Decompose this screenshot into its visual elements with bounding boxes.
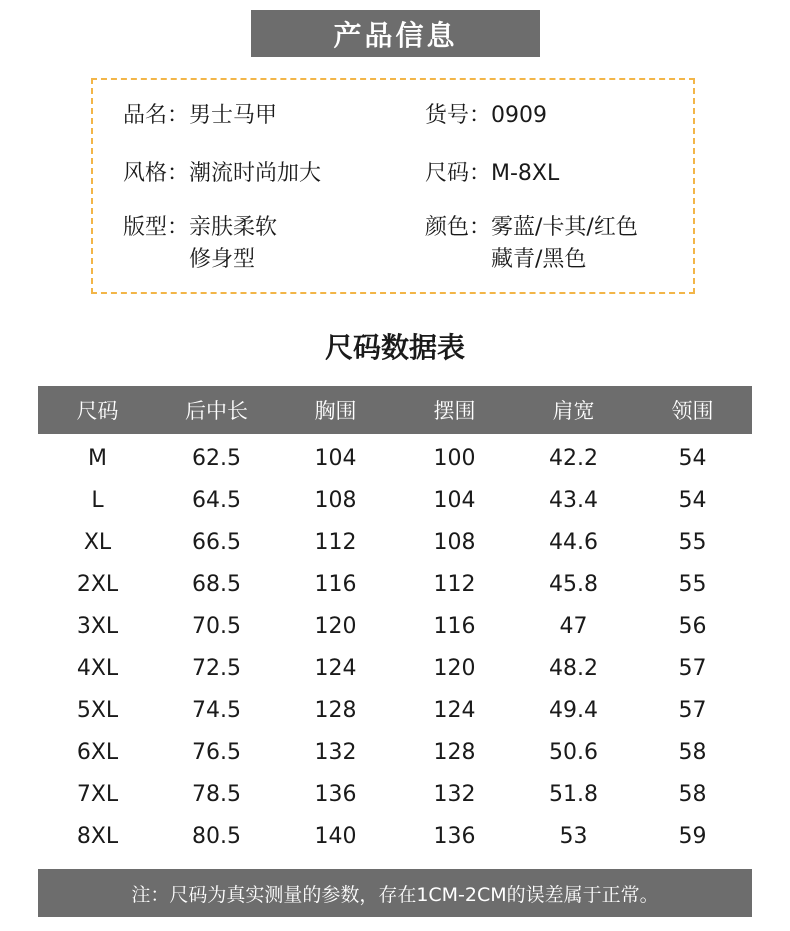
cell-back-length: 72.5 [192, 655, 241, 681]
product-info-title: 产品信息 [251, 10, 540, 57]
header-size: 尺码 [38, 386, 157, 434]
info-fit-value-line2: 修身型 [189, 247, 256, 272]
cell-neck: 57 [678, 697, 707, 723]
cell-hem: 112 [433, 571, 476, 597]
header-neck: 领围 [633, 386, 752, 434]
info-style-label: 风格： [123, 161, 190, 186]
info-size-label: 尺码： [425, 161, 492, 186]
cell-back-length: 68.5 [192, 571, 241, 597]
cell-chest: 108 [314, 487, 357, 513]
info-fit [123, 212, 277, 276]
product-info-box [91, 78, 695, 294]
table-row [38, 773, 752, 815]
info-name-label: 品名： [123, 103, 190, 128]
cell-chest: 112 [314, 529, 357, 555]
cell-size: 5XL [76, 697, 119, 723]
table-row [38, 731, 752, 773]
cell-shoulder: 51.8 [549, 781, 598, 807]
size-table-title: 尺码数据表 [324, 331, 465, 364]
size-table [38, 386, 752, 857]
cell-shoulder: 53 [559, 823, 588, 849]
cell-neck: 55 [678, 571, 707, 597]
table-row [38, 647, 752, 689]
cell-chest: 124 [314, 655, 357, 681]
info-size-value: M-8XL [491, 161, 560, 186]
cell-back-length: 70.5 [192, 613, 241, 639]
size-table-header-row [38, 386, 752, 434]
cell-back-length: 64.5 [192, 487, 241, 513]
cell-chest: 120 [314, 613, 357, 639]
info-style [123, 158, 321, 190]
cell-back-length: 66.5 [192, 529, 241, 555]
info-color-label: 颜色： [425, 215, 492, 240]
header-shoulder: 肩宽 [514, 386, 633, 434]
cell-hem: 136 [433, 823, 476, 849]
cell-hem: 124 [433, 697, 476, 723]
cell-neck: 59 [678, 823, 707, 849]
table-row [38, 563, 752, 605]
cell-size: 4XL [76, 655, 119, 681]
info-color-value [491, 212, 638, 276]
cell-chest: 136 [314, 781, 357, 807]
info-color [425, 212, 638, 276]
table-row [38, 815, 752, 857]
table-row [38, 521, 752, 563]
header-back-length: 后中长 [157, 386, 276, 434]
cell-neck: 56 [678, 613, 707, 639]
info-name-value: 男士马甲 [189, 103, 278, 128]
size-table-body [38, 434, 752, 857]
cell-neck: 55 [678, 529, 707, 555]
info-item-no [425, 100, 547, 132]
cell-hem: 132 [433, 781, 476, 807]
cell-neck: 54 [678, 445, 707, 471]
cell-hem: 128 [433, 739, 476, 765]
cell-shoulder: 42.2 [549, 445, 598, 471]
cell-size: 6XL [76, 739, 119, 765]
cell-back-length: 74.5 [192, 697, 241, 723]
cell-shoulder: 43.4 [549, 487, 598, 513]
info-item-no-value: 0909 [491, 103, 548, 128]
cell-shoulder: 48.2 [549, 655, 598, 681]
info-style-value: 潮流时尚加大 [189, 161, 322, 186]
cell-size: M [88, 445, 107, 471]
table-row [38, 434, 752, 479]
header-hem: 摆围 [395, 386, 514, 434]
cell-back-length: 78.5 [192, 781, 241, 807]
cell-back-length: 62.5 [192, 445, 241, 471]
cell-hem: 100 [433, 445, 476, 471]
table-row [38, 479, 752, 521]
header-chest: 胸围 [276, 386, 395, 434]
cell-chest: 140 [314, 823, 357, 849]
cell-hem: 104 [433, 487, 476, 513]
cell-chest: 128 [314, 697, 357, 723]
measurement-note: 注：尺码为真实测量的参数，存在1CM-2CM的误差属于正常。 [38, 869, 752, 917]
info-fit-value [189, 212, 277, 276]
cell-hem: 108 [433, 529, 476, 555]
table-row [38, 689, 752, 731]
info-fit-label: 版型： [123, 215, 190, 240]
cell-shoulder: 50.6 [549, 739, 598, 765]
cell-chest: 116 [314, 571, 357, 597]
cell-size: L [91, 487, 104, 513]
cell-hem: 116 [433, 613, 476, 639]
cell-chest: 132 [314, 739, 357, 765]
cell-shoulder: 45.8 [549, 571, 598, 597]
cell-size: XL [83, 529, 112, 555]
info-item-no-label: 货号： [425, 103, 492, 128]
cell-chest: 104 [314, 445, 357, 471]
cell-size: 8XL [76, 823, 119, 849]
info-color-value-line1: 雾蓝/卡其/红色 [491, 215, 638, 240]
cell-back-length: 80.5 [192, 823, 241, 849]
cell-size: 7XL [76, 781, 119, 807]
cell-size: 2XL [76, 571, 119, 597]
cell-neck: 54 [678, 487, 707, 513]
cell-neck: 58 [678, 739, 707, 765]
cell-neck: 58 [678, 781, 707, 807]
table-row [38, 605, 752, 647]
info-size [425, 158, 559, 190]
cell-hem: 120 [433, 655, 476, 681]
info-fit-value-line1: 亲肤柔软 [189, 215, 278, 240]
info-color-value-line2: 藏青/黑色 [491, 247, 587, 272]
cell-back-length: 76.5 [192, 739, 241, 765]
cell-neck: 57 [678, 655, 707, 681]
cell-size: 3XL [76, 613, 119, 639]
cell-shoulder: 44.6 [549, 529, 598, 555]
cell-shoulder: 47 [559, 613, 588, 639]
info-name [123, 100, 277, 132]
cell-shoulder: 49.4 [549, 697, 598, 723]
